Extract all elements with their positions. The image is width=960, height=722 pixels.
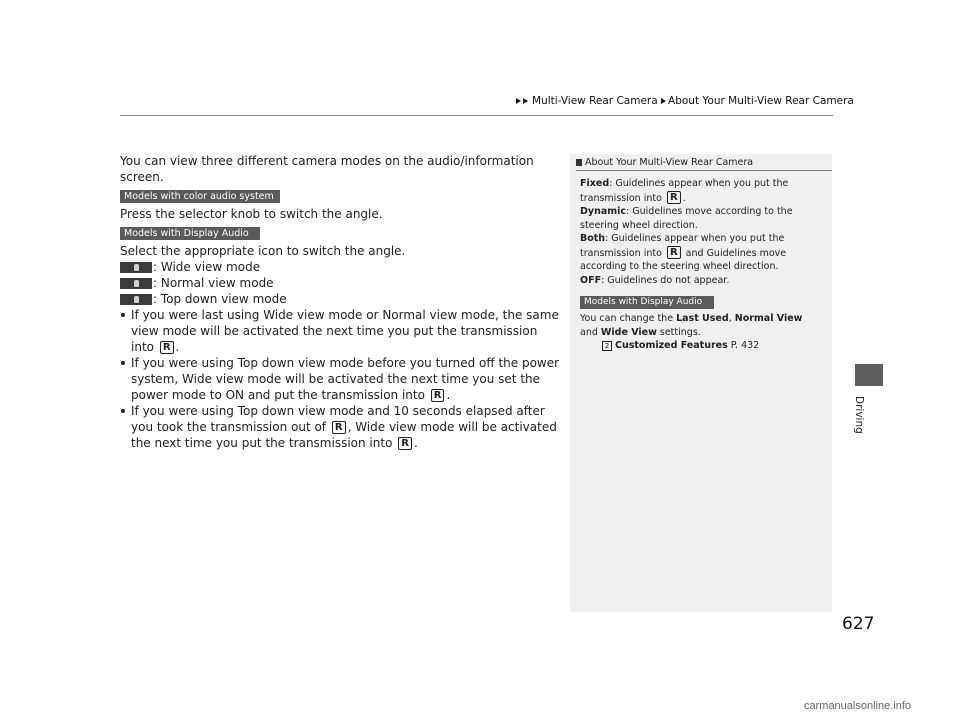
- bullet-list: [120, 307, 560, 451]
- breadcrumb-item-2[interactable]: About Your Multi-View Rear Camera: [668, 95, 854, 107]
- watermark: carmanualsonline.info: [804, 700, 912, 712]
- list-item: If you were using Top down view mode and 10 seconds elapsed after you took the transmission out of R , Wide view mode will be activated the next time you put the transmission into R .: [120, 403, 560, 451]
- r-key-icon: R: [398, 437, 412, 450]
- note-both: Both: Guidelines appear when you put the transmission into R and Guidelines move according to the steering wheel direction.: [580, 233, 787, 272]
- breadcrumb: [516, 95, 854, 107]
- sidebar-heading: About Your Multi-View Rear Camera: [576, 157, 832, 171]
- r-key-icon: R: [160, 341, 174, 354]
- note-marker-icon: [576, 159, 582, 166]
- intro-text: You can view three different camera modes on the audio/information screen.: [120, 154, 534, 184]
- press-text: Press the selector knob to switch the angle.: [120, 207, 383, 221]
- select-text: Select the appropriate icon to switch the angle.: [120, 244, 406, 258]
- r-key-icon: R: [431, 389, 445, 402]
- wide-view-icon[interactable]: [120, 262, 152, 273]
- page-number: 627: [842, 614, 875, 634]
- badge-display-audio: Models with Display Audio: [580, 296, 714, 309]
- breadcrumb-item-1[interactable]: Multi-View Rear Camera: [532, 95, 658, 107]
- r-key-icon: R: [667, 191, 681, 204]
- mode-topdown: [120, 291, 560, 307]
- section-tab: [855, 364, 883, 386]
- main-content: [120, 153, 560, 451]
- reference-arrow-icon: 2: [602, 341, 612, 351]
- section-tab-label: Driving: [853, 396, 865, 434]
- mode-label: : Wide view mode: [153, 260, 261, 274]
- mode-wide: [120, 259, 560, 275]
- note-off: OFF: Guidelines do not appear.: [580, 274, 730, 286]
- list-item: If you were last using Wide view mode or Normal view mode, the same view mode will be activated the next time you put the transmission into R .: [120, 307, 560, 355]
- sidebar-notes: [570, 154, 832, 612]
- cross-reference-link[interactable]: 2 Customized Features P. 432: [580, 339, 822, 353]
- note-dynamic: Dynamic: Guidelines move according to the steering wheel direction.: [580, 206, 793, 231]
- badge-color-audio: Models with color audio system: [120, 190, 280, 203]
- note-fixed: Fixed: Guidelines appear when you put the transmission into R .: [580, 178, 789, 204]
- breadcrumb-separator-icon: [661, 98, 666, 104]
- mode-label: : Normal view mode: [153, 276, 274, 290]
- note-change: You can change the Last Used, Normal View and Wide View settings.: [580, 313, 803, 338]
- header-rule: [120, 115, 833, 116]
- normal-view-icon[interactable]: [120, 278, 152, 289]
- mode-label: : Top down view mode: [153, 292, 287, 306]
- badge-display-audio: Models with Display Audio: [120, 227, 260, 240]
- list-item: If you were using Top down view mode before you turned off the power system, Wide view mode will be activated the next time you set the power mode to ON and put the transmission into R .: [120, 355, 560, 403]
- breadcrumb-arrow-icon: [516, 95, 530, 107]
- top-down-view-icon[interactable]: [120, 294, 152, 305]
- mode-normal: [120, 275, 560, 291]
- sidebar-body: [570, 171, 832, 353]
- r-key-icon: R: [667, 246, 681, 259]
- r-key-icon: R: [332, 421, 346, 434]
